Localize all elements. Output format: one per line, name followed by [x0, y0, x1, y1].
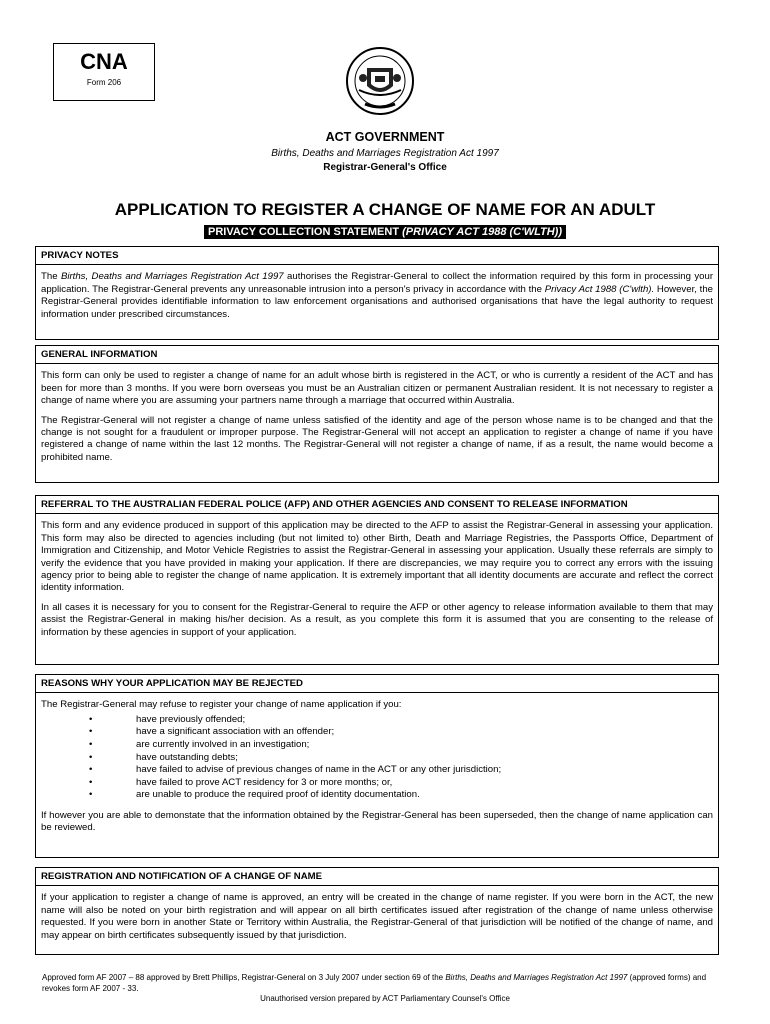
government-heading: ACT GOVERNMENT: [325, 130, 445, 144]
general-paragraph-2: The Registrar-General will not register a change of name unless satisfied of the identity and age of the person whose name is to be changed and that the change is not sought for a fraudulent or improper purpose. The Registrar-General will not accept an application to register a change of name if you have registered a change of name within the last 12 months. The Registrar-General will not register a change of name, if as a result, the name would become a prohibited name.: [41, 414, 713, 463]
form-title: APPLICATION TO REGISTER A CHANGE OF NAME FOR AN ADULT: [114, 200, 656, 219]
section-heading: PRIVACY NOTES: [36, 249, 718, 265]
rejection-reasons-list: [41, 714, 713, 802]
privacy-notes-section: [35, 246, 719, 340]
rejection-intro: The Registrar-General may refuse to register your change of name application if you:: [41, 699, 402, 711]
act-reference: Births, Deaths and Marriages Registration Act 1997: [271, 148, 499, 159]
privacy-statement-title: PRIVACY COLLECTION STATEMENT: [207, 226, 403, 238]
general-information-section: [35, 345, 719, 483]
section-heading: REASONS WHY YOUR APPLICATION MAY BE REJECTED: [36, 677, 718, 693]
privacy-act-reference: (PRIVACY ACT 1988 (C'WLTH)): [402, 226, 563, 238]
privacy-statement-banner: [0, 222, 770, 240]
registration-paragraph: If your application to register a change of name is approved, an entry will be created in the change of name register. If you were born in the ACT, the new name will also be noted on your birth registration and will appear on all birth certificates issued after registration of the change of name unless otherwise requested. If you were born in another State or Territory within Australia, the Registrar-General of that jurisdiction will be notified of the change of name, and may appear on birth certificates subsequently issued by that jurisdiction.: [41, 892, 713, 941]
referral-section: [35, 495, 719, 665]
unauthorised-version-note: Unauthorised version prepared by ACT Parliamentary Counsel's Office: [260, 994, 510, 1003]
list-item: • are currently involved in an investigation;: [41, 739, 713, 752]
act-coat-of-arms-seal: [345, 46, 415, 116]
office-name: Registrar-General's Office: [323, 162, 447, 173]
rejection-reasons-section: [35, 674, 719, 858]
list-item: • have a significant association with an offender;: [41, 726, 713, 739]
list-item: • are unable to produce the required proof of identity documentation.: [41, 789, 713, 802]
list-item: • have previously offended;: [41, 714, 713, 727]
list-item: • have failed to advise of previous changes of name in the ACT or any other jurisdiction;: [41, 764, 713, 777]
general-paragraph-1: This form can only be used to register a change of name for an adult whose birth is registered in the ACT, or who is currently a resident of the ACT and has been for more than 3 months. If you were born overseas you must be an Australian citizen or permanent Australian resident. It is not necessary to register a change of name where you are assuming your partners name through a marriage that occurred within Australia.: [41, 370, 713, 407]
rejection-outro: If however you are able to demonstate that the information obtained by the Registrar-General has been superseded, then the change of name application can be reviewed.: [41, 809, 713, 834]
approval-note: Approved form AF 2007 – 88 approved by Brett Phillips, Registrar-General on 3 July 2007 under section 69 of the Births, Deaths and Marriages Registration Act 1997 (approved forms) and revokes form AF 2007 - 33.: [42, 973, 707, 993]
form-code: CNA: [80, 49, 128, 74]
form-number: Form 206: [86, 78, 122, 87]
form-code-box: [53, 43, 155, 101]
registration-section: [35, 867, 719, 955]
section-heading: GENERAL INFORMATION: [36, 348, 718, 364]
list-item: • have outstanding debts;: [41, 752, 713, 765]
referral-paragraph-2: In all cases it is necessary for you to consent for the Registrar-General to require the AFP or other agency to release information available to them that may assist the Registrar-General in making his/her decision. As a result, as you complete this form it is assumed that you are consenting to the release of information by these agencies in support of your application.: [41, 601, 713, 638]
list-item: • have failed to prove ACT residency for 3 or more months; or,: [41, 777, 713, 790]
section-heading: REGISTRATION AND NOTIFICATION OF A CHANGE OF NAME: [36, 870, 718, 886]
section-heading: REFERRAL TO THE AUSTRALIAN FEDERAL POLICE (AFP) AND OTHER AGENCIES AND CONSENT TO RELEASE INFORMATION: [36, 498, 718, 514]
privacy-notes-text: The Births, Deaths and Marriages Registration Act 1997 authorises the Registrar-General to collect the information required by this form in processing your application. The Registrar-General prevents any unreasonable intrusion into a person's privacy in accordance with the Privacy Act 1988 (C'wlth). However, the Registrar-General provides identifiable information to law enforcement organisations and authorised organisations that have the legal authority to request information under prescribed circumstances.: [41, 271, 714, 320]
referral-paragraph-1: This form and any evidence produced in support of this application may be directed to the AFP to assist the Registrar-General in assessing your application. This form may also be directed to agencies including (but not limited to) other Birth, Death and Marriage Registries, the Passports Office, Department of Immigration and Citizenship, and Motor Vehicle Registries to assist the Registrar-General in assessing your application. Usually these referrals are simply to verify the evidence that you have provided in making your application. If there are discrepancies, we may require you to correct any errors with the issuing agency prior to being able to register the change of name application. It is extremely important that all identity documents are accurate and reflect the correct identity information.: [41, 520, 713, 594]
